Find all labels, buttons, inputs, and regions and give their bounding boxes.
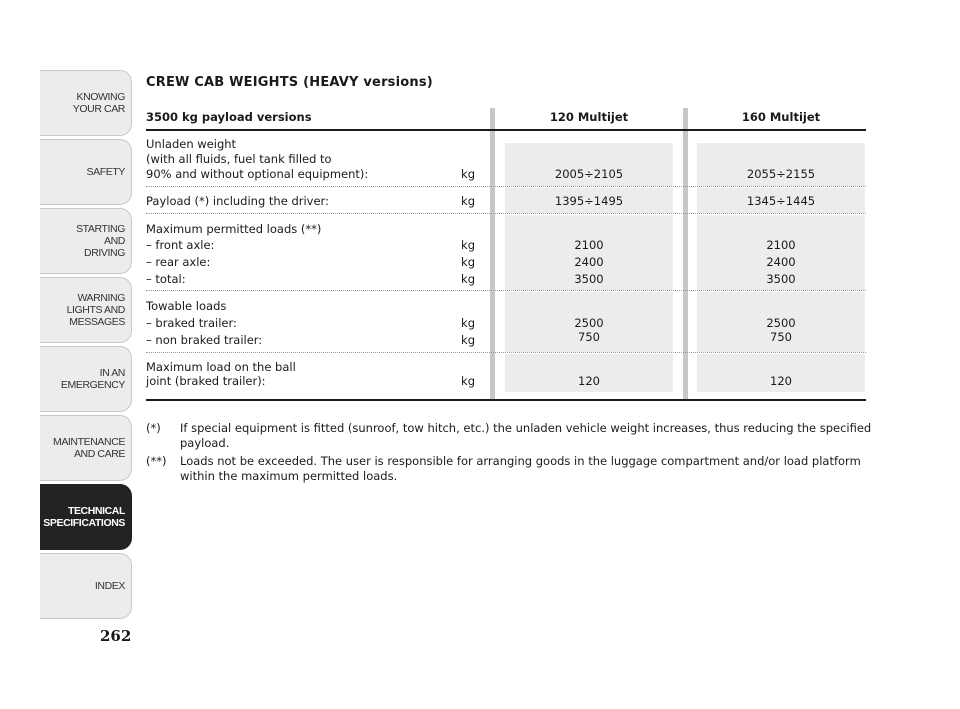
footnote-text: payload.: [180, 436, 230, 450]
row-label: joint (braked trailer):: [146, 374, 266, 388]
table-cell: 1345÷1445: [746, 194, 816, 208]
tab-safety[interactable]: SAFETY: [40, 139, 132, 205]
table-cell: 1395÷1495: [554, 194, 624, 208]
row-label: Towable loads: [146, 299, 227, 313]
row-label: Payload (*) including the driver:: [146, 194, 329, 208]
header-rule: [146, 129, 866, 131]
footnote-marker: (**): [146, 454, 167, 468]
tab-technical-specifications[interactable]: TECHNICAL SPECIFICATIONS: [40, 484, 132, 550]
row-label: – braked trailer:: [146, 316, 237, 330]
row-label: – total:: [146, 272, 186, 286]
tab-starting-and-driving[interactable]: STARTING AND DRIVING: [40, 208, 132, 274]
table-cell: 750: [770, 330, 792, 344]
table-header-label: 3500 kg payload versions: [146, 110, 312, 124]
column-divider: [490, 108, 495, 400]
unit-label: kg: [461, 255, 475, 269]
row-label: Unladen weight: [146, 137, 237, 151]
table-bottom-rule: [146, 399, 866, 401]
table-cell: 2500: [766, 316, 796, 330]
unit-label: kg: [461, 194, 475, 208]
tab-in-an-emergency[interactable]: IN AN EMERGENCY: [40, 346, 132, 412]
row-divider: [146, 213, 866, 214]
row-divider: [146, 352, 866, 353]
table-cell: 2100: [766, 238, 796, 252]
footnote-marker: (*): [146, 421, 161, 435]
table-cell: 2400: [766, 255, 796, 269]
unit-label: kg: [461, 316, 475, 330]
row-label: – non braked trailer:: [146, 333, 263, 347]
tab-warning-lights[interactable]: WARNING LIGHTS AND MESSAGES: [40, 277, 132, 343]
row-label: 90% and without optional equipment):: [146, 167, 369, 181]
unit-label: kg: [461, 238, 475, 252]
column-header-120-multijet: 120 Multijet: [549, 110, 629, 124]
unit-label: kg: [461, 272, 475, 286]
row-label: Maximum permitted loads (**): [146, 222, 322, 236]
table-cell: 2005÷2105: [554, 167, 624, 181]
table-cell: 2100: [574, 238, 604, 252]
unit-label: kg: [461, 167, 475, 181]
table-cell: 120: [770, 374, 792, 388]
table-cell: 2055÷2155: [746, 167, 816, 181]
row-label: Maximum load on the ball: [146, 360, 296, 374]
table-cell: 750: [578, 330, 600, 344]
unit-label: kg: [461, 333, 475, 347]
table-cell: 2400: [574, 255, 604, 269]
tab-maintenance-and-care[interactable]: MAINTENANCE AND CARE: [40, 415, 132, 481]
footnote-text: within the maximum permitted loads.: [180, 469, 398, 483]
table-cell: 120: [578, 374, 600, 388]
table-cell: 3500: [766, 272, 796, 286]
row-divider: [146, 290, 866, 291]
row-label: – front axle:: [146, 238, 215, 252]
table-cell: 2500: [574, 316, 604, 330]
footnote-text: Loads not be exceeded. The user is responsible for arranging goods in the luggage compartment and/or load platform: [180, 454, 861, 468]
row-label: (with all fluids, fuel tank filled to: [146, 152, 332, 166]
unit-label: kg: [461, 374, 475, 388]
tab-index[interactable]: INDEX: [40, 553, 132, 619]
page-title: CREW CAB WEIGHTS (HEAVY versions): [146, 75, 433, 90]
column-header-160-multijet: 160 Multijet: [741, 110, 821, 124]
row-divider: [146, 186, 866, 187]
row-label: – rear axle:: [146, 255, 211, 269]
column-divider: [683, 108, 688, 400]
footnote-text: If special equipment is fitted (sunroof, tow hitch, etc.) the unladen vehicle weight increases, thus reducing the specified: [180, 421, 872, 435]
table-cell: 3500: [574, 272, 604, 286]
page-number: 262: [100, 627, 132, 645]
tab-knowing-your-car[interactable]: KNOWING YOUR CAR: [40, 70, 132, 136]
